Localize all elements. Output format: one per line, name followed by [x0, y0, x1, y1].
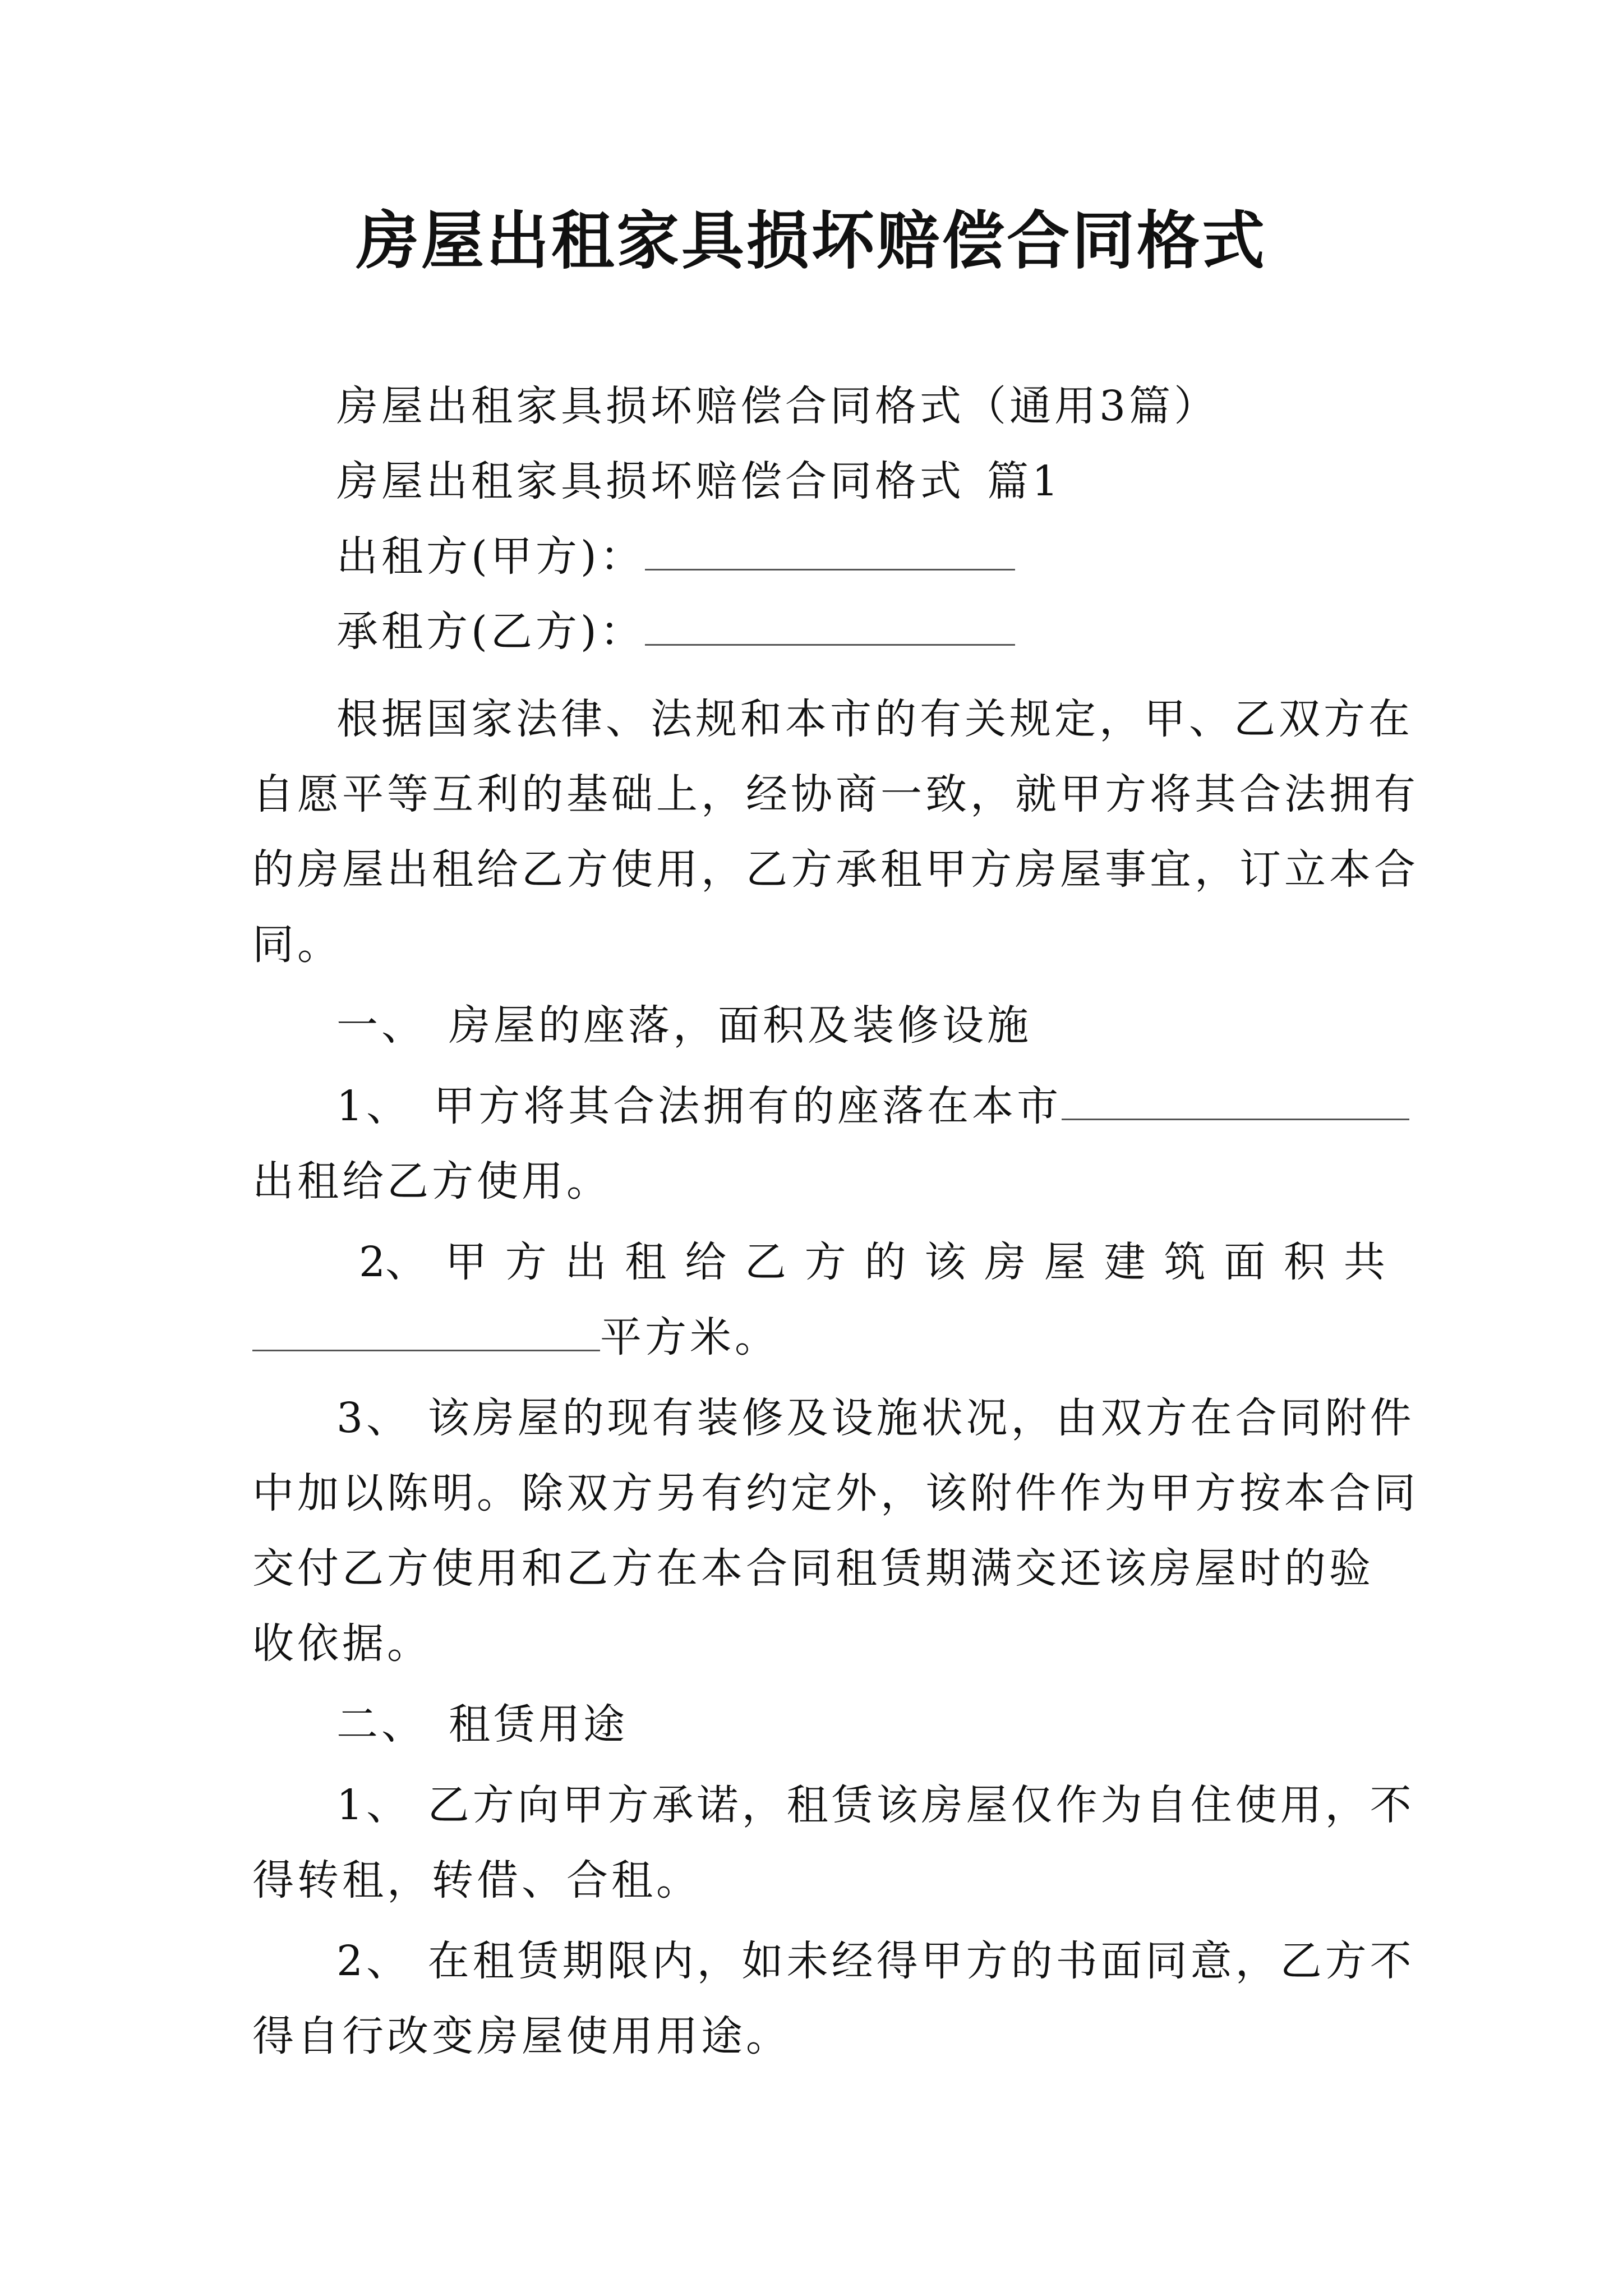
clause-line: [252, 1079, 1469, 1133]
intro-line: 根据国家法律、法规和本市的有关规定，甲、乙双方在: [336, 695, 1413, 743]
clause-continuation: [252, 1310, 1385, 1364]
clause-char: 房: [984, 1238, 1026, 1286]
clause-line: 得转租，转借、合租。: [252, 1856, 701, 1904]
address-blank: [1062, 1082, 1409, 1120]
intro-line: 的房屋出租给乙方使用，乙方承租甲方房屋事宜，订立本合: [252, 845, 1419, 894]
section-title: 房屋的座落，面积及装修设施: [449, 1001, 1032, 1050]
clause-char: 建: [1104, 1238, 1146, 1286]
clause-char: 积: [1284, 1238, 1326, 1286]
area-blank: [252, 1313, 600, 1351]
article-heading: [252, 454, 1469, 508]
clause-char: 面: [1224, 1238, 1266, 1286]
clause-char: 共: [1343, 1238, 1385, 1286]
party-b-line: [252, 605, 1469, 659]
subtitle: 房屋出租家具损坏赔偿合同格式（通用3篇）: [336, 382, 1219, 430]
clause-line: 1、 乙方向甲方承诺，租赁该房屋仅作为自住使用，不: [336, 1781, 1415, 1829]
clause-spaced-line: [359, 1235, 1385, 1289]
intro-line: 自愿平等互利的基础上，经协商一致，就甲方将其合法拥有: [252, 770, 1419, 818]
clause-char: 方: [804, 1238, 846, 1286]
section-heading: [252, 999, 1469, 1052]
party-a-label: 出租方(甲方)：: [336, 532, 645, 581]
section-heading: [252, 1697, 1469, 1751]
party-b-label: 承租方(乙方)：: [336, 608, 645, 656]
clause-char: 该: [924, 1238, 966, 1286]
clause-line: 2、 在租赁期限内，如未经得甲方的书面同意，乙方不: [336, 1937, 1415, 1985]
section-title: 租赁用途: [449, 1700, 628, 1749]
intro-line: 同。: [252, 921, 342, 969]
clause-line: 收依据。: [252, 1619, 432, 1668]
clause-char: 乙: [744, 1238, 786, 1286]
clause-line: 中加以陈明。除双方另有约定外，该附件作为甲方按本合同: [252, 1469, 1419, 1517]
clause-char: 租: [625, 1238, 667, 1286]
clause-continuation: 出租给乙方使用。: [252, 1157, 611, 1205]
clause-char: 给: [685, 1238, 727, 1286]
document-title: 房屋出租家具损坏赔偿合同格式: [356, 204, 1267, 278]
section-number: 一、: [336, 1001, 426, 1050]
area-unit: 平方米。: [600, 1313, 780, 1361]
clause-number: 2、: [359, 1238, 427, 1286]
clause-line: 得自行改变房屋使用用途。: [252, 2012, 791, 2060]
section-number: 二、: [336, 1700, 426, 1749]
article-number: 篇1: [987, 457, 1062, 505]
clause-char: 的: [864, 1238, 906, 1286]
clause-char: 屋: [1044, 1238, 1086, 1286]
party-a-line: [252, 530, 1469, 583]
party-a-blank: [645, 532, 1015, 570]
clause-text: 甲方将其合法拥有的座落在本市: [434, 1082, 1062, 1130]
clause-line: 3、 该房屋的现有装修及设施状况，由双方在合同附件: [336, 1394, 1415, 1442]
party-b-blank: [645, 607, 1015, 646]
clause-number: 1、: [336, 1082, 412, 1130]
clause-line: 交付乙方使用和乙方在本合同租赁期满交还该房屋时的验: [252, 1544, 1374, 1593]
article-heading-text: 房屋出租家具损坏赔偿合同格式: [336, 457, 965, 505]
clause-char: 出: [565, 1238, 607, 1286]
clause-char: 方: [505, 1238, 547, 1286]
clause-char: 甲: [445, 1238, 487, 1286]
clause-char: 筑: [1164, 1238, 1206, 1286]
